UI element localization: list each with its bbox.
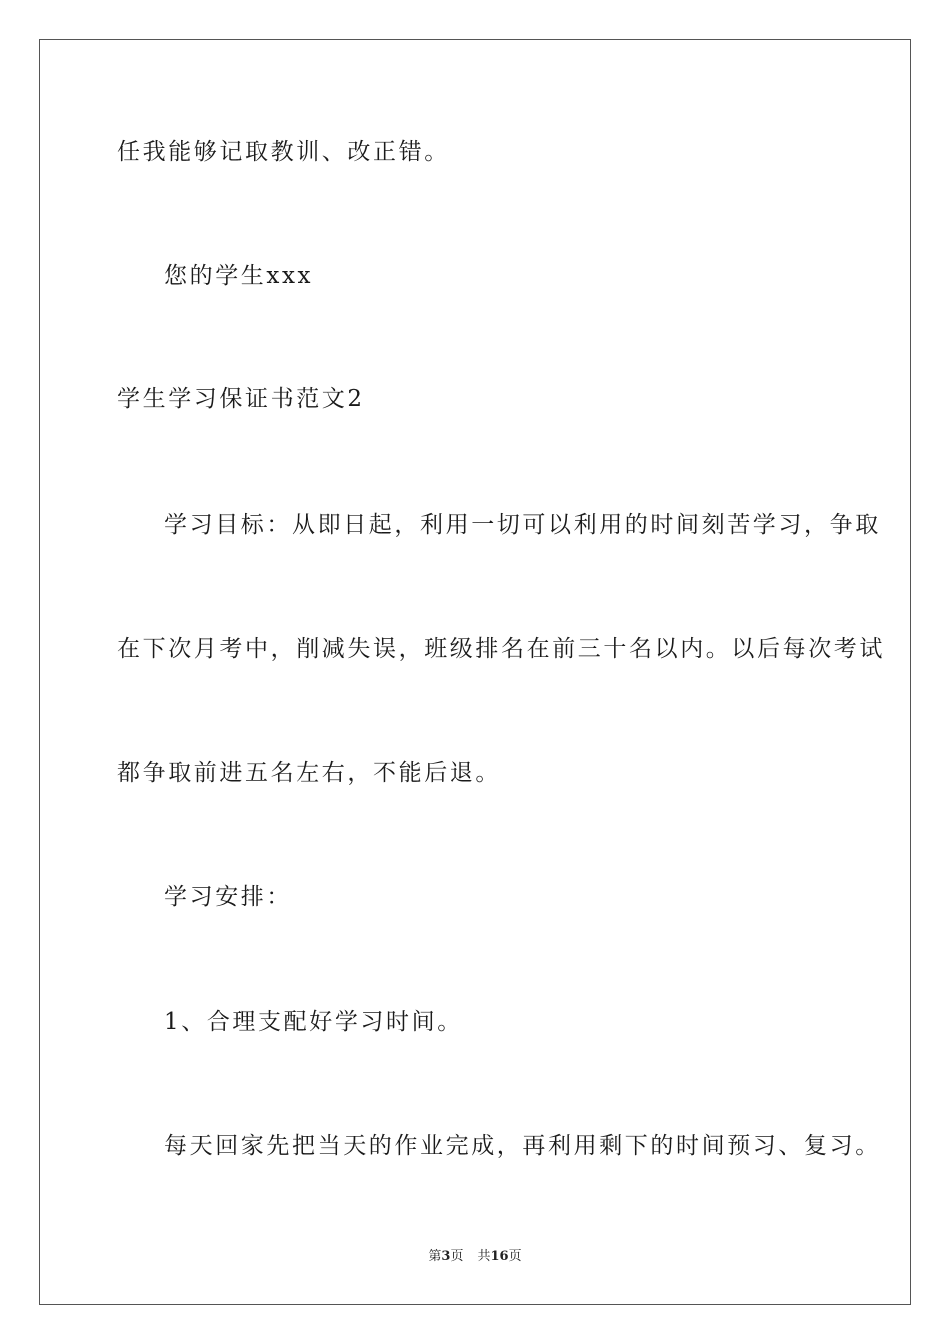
page-footer — [0, 1248, 950, 1266]
body-line-goal: 学习目标：从即日起，利用一切可以利用的时间刻苦学习，争取 — [164, 512, 881, 538]
list-item-1: 1、合理支配好学习时间。 — [164, 1009, 463, 1035]
footer-total-pages: 16 — [490, 1249, 509, 1264]
footer-page-prefix: 第 — [428, 1249, 442, 1264]
section-title: 学生学习保证书范文2 — [117, 386, 365, 412]
footer-page-number: 3 — [441, 1249, 451, 1264]
signature-line: 您的学生xxx — [164, 263, 314, 289]
footer-page-suffix: 页 — [450, 1249, 464, 1264]
page-border — [39, 39, 911, 1305]
subheading-arrangement: 学习安排： — [164, 884, 292, 910]
footer-total-suffix: 页 — [508, 1249, 522, 1264]
body-line-1: 任我能够记取教训、改正错。 — [117, 139, 450, 165]
body-line-goal-cont-2: 都争取前进五名左右，不能后退。 — [117, 760, 501, 786]
body-line-goal-cont-1: 在下次月考中，削减失误，班级排名在前三十名以内。以后每次考试 — [117, 636, 885, 662]
body-line-daily: 每天回家先把当天的作业完成，再利用剩下的时间预习、复习。 — [164, 1133, 881, 1159]
footer-total-prefix: 共 — [477, 1249, 491, 1264]
